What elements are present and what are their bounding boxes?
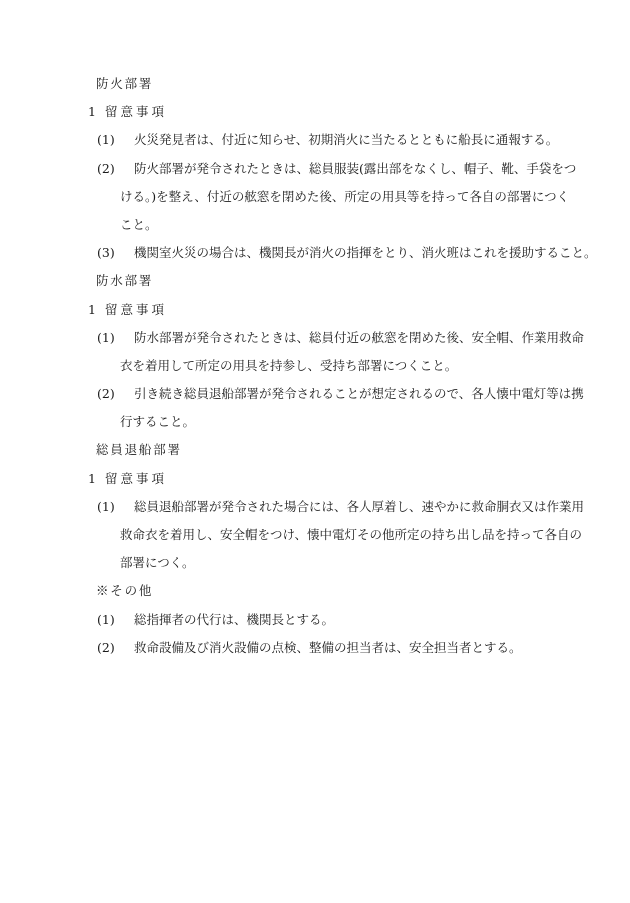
list-item-line xyxy=(0,324,630,352)
list-header xyxy=(0,98,630,126)
item-text-line: 総指揮者の代行は、機関長とする。 xyxy=(134,611,335,627)
list-title: 留意事項 xyxy=(104,301,167,317)
section-heading: 防火部署 xyxy=(96,76,154,91)
item-text-line: 防火部署が発令されたときは、総員服装(露出部をなくし、帽子、靴、手袋をつ xyxy=(134,160,577,176)
item-number: (1) xyxy=(97,611,115,627)
item-text-line: 救命設備及び消火設備の点検、整備の担当者は、安全担当者とする。 xyxy=(134,639,522,655)
list-number: 1 xyxy=(88,104,96,120)
list-item-continuation-line: 行すること。 xyxy=(120,414,196,430)
item-number: (1) xyxy=(97,329,115,345)
list-header xyxy=(0,465,630,493)
list-item-line xyxy=(0,239,630,267)
item-text-line: 火災発見者は、付近に知らせ、初期消火に当たるとともに船長に通報する。 xyxy=(134,132,559,148)
item-number: (2) xyxy=(97,639,115,655)
list-item-continuation-line: 衣を着用して所定の用具を持参し、受持ち部署につくこと。 xyxy=(120,357,458,373)
list-title: 留意事項 xyxy=(104,470,167,486)
item-number: (3) xyxy=(97,245,115,261)
list-item-continuation-line: ける。)を整え、付近の舷窓を閉めた後、所定の用具等を持って各自の部署につく xyxy=(120,188,570,204)
item-number: (1) xyxy=(97,132,115,148)
list-item-line xyxy=(0,634,630,662)
list-number: 1 xyxy=(88,470,96,486)
document-content xyxy=(0,70,630,662)
list-item-line xyxy=(0,606,630,634)
item-text-line: 防水部署が発令されたときは、総員付近の舷窓を閉めた後、安全帽、作業用救命 xyxy=(134,329,585,345)
item-text-line: 引き続き総員退船部署が発令されることが想定されるので、各人懐中電灯等は携 xyxy=(134,386,584,402)
list-item-line xyxy=(0,493,630,521)
item-number: (1) xyxy=(97,498,115,514)
list-title: 留意事項 xyxy=(104,104,167,120)
section-heading: ※その他 xyxy=(96,583,154,599)
list-number: 1 xyxy=(88,301,96,317)
list-item-line xyxy=(0,380,630,408)
list-item-continuation-line: 部署につく。 xyxy=(120,555,195,571)
item-text-line: 機関室火災の場合は、機関長が消火の指揮をとり、消火班はこれを援助すること。 xyxy=(134,245,597,261)
section-heading: 総員退船部署 xyxy=(96,442,182,458)
list-item-continuation-line: こと。 xyxy=(120,216,158,232)
list-item-line xyxy=(0,155,630,183)
section-heading: 防水部署 xyxy=(96,273,154,289)
list-item-continuation-line: 救命衣を着用し、安全帽をつけ、懐中電灯その他所定の持ち出し品を持って各自の xyxy=(120,527,583,542)
item-number: (2) xyxy=(97,386,115,402)
list-header xyxy=(0,296,630,324)
item-text-line: 総員退船部署が発令された場合には、各人厚着し、速やかに救命胴衣又は作業用 xyxy=(134,498,585,514)
item-number: (2) xyxy=(97,160,115,176)
list-item-line xyxy=(0,126,630,154)
